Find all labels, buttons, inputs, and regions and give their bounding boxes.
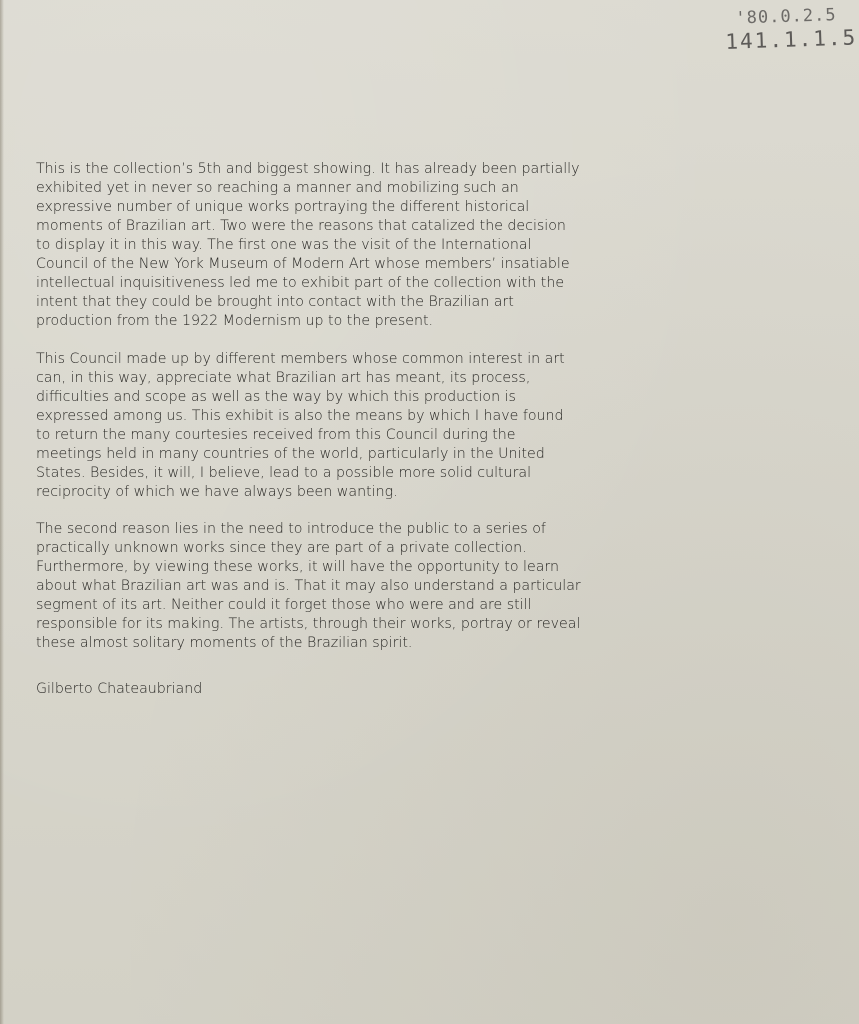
text-line: responsible for its making. The artists, through their works, portray or reveal: [36, 616, 581, 632]
text-line: reciprocity of which we have always been wanting.: [36, 483, 398, 500]
text-line: intellectual inquisitiveness led me to exhibit part of the collection with the: [36, 275, 565, 291]
text-line: segment of its art. Neither could it forget those who were and are still: [36, 597, 532, 613]
text-line: Furthermore, by viewing these works, it will have the opportunity to learn: [36, 559, 559, 575]
text-line: can, in this way, appreciate what Brazilian art has meant, its process,: [36, 369, 531, 386]
text-line: This is the collection’s 5th and biggest showing. It has already been partially: [36, 161, 580, 177]
text-line: to return the many courtesies received from this Council during the: [36, 426, 516, 443]
text-line: production from the 1922 Modernism up to the present.: [36, 313, 434, 329]
accession-number-line-2: 141.1.1.5: [724, 25, 858, 54]
text-line: about what Brazilian art was and is. That it may also understand a particular: [36, 578, 581, 594]
text-line: these almost solitary moments of the Brazilian spirit.: [36, 635, 413, 651]
text-line: intent that they could be brought into contact with the Brazilian art: [36, 294, 514, 310]
handwritten-accession-number: [724, 4, 858, 54]
body-text: [36, 160, 581, 699]
text-line: Council of the New York Museum of Modern Art whose members’ insatiable: [36, 256, 570, 272]
text-line: exhibited yet in never so reaching a manner and mobilizing such an: [36, 180, 519, 196]
text-line: moments of Brazilian art. Two were the reasons that catalized the decision: [36, 218, 566, 234]
signature: Gilberto Chateaubriand: [36, 681, 203, 697]
text-line: expressive number of unique works portraying the different historical: [36, 199, 530, 215]
text-line: meetings held in many countries of the world, particularly in the United: [36, 445, 545, 462]
text-line: difficulties and scope as well as the way by which this production is: [36, 388, 516, 405]
text-line: States. Besides, it will, I believe, lead to a possible more solid cultural: [36, 464, 532, 481]
paragraph-3: [36, 520, 581, 653]
accession-number-line-1: '80.0.2.5: [735, 5, 837, 29]
text-line: to display it in this way. The first one was the visit of the International: [36, 237, 532, 253]
paragraph-2: [36, 350, 566, 502]
text-line: practically unknown works since they are part of a private collection.: [36, 540, 527, 556]
text-line: The second reason lies in the need to introduce the public to a series of: [36, 521, 546, 537]
text-line: expressed among us. This exhibit is also the means by which I have found: [36, 407, 564, 424]
paragraph-1: [36, 160, 580, 331]
text-line: This Council made up by different members whose common interest in art: [36, 350, 565, 367]
